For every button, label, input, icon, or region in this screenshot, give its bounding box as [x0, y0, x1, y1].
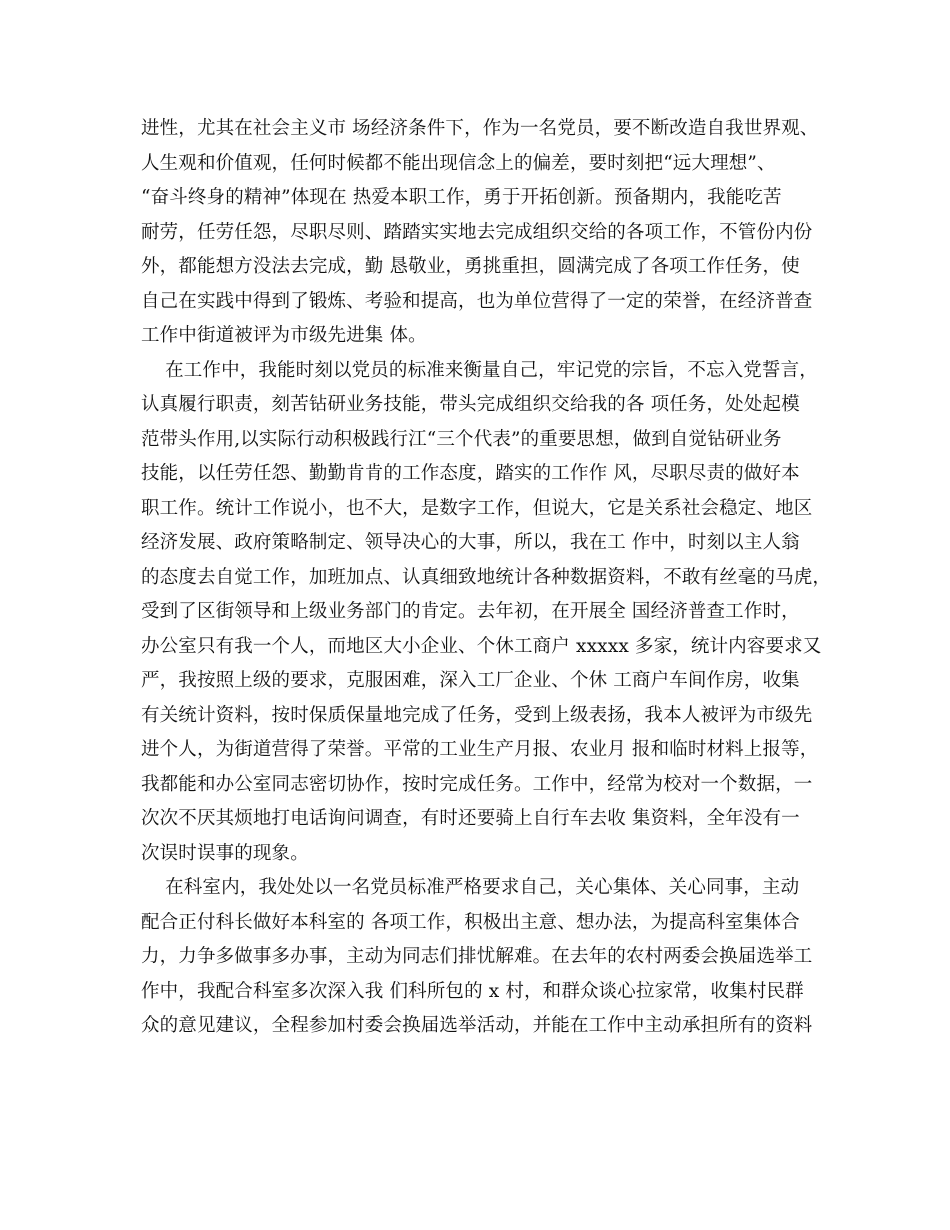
text-line: 办公室只有我一个人，而地区大小企业、个休工商户 xxxxx 多家，统计内容要求又: [141, 635, 822, 657]
text-line: 在工作中，我能时刻以党员的标准来衡量自己，牢记党的宗旨，不忘入党誓言，: [141, 359, 818, 381]
text-line: 技能，以任劳任怨、勤勤肯肯的工作态度，踏实的工作作 风，尽职尽责的做好本: [141, 463, 800, 484]
text-line: 在科室内，我处处以一名党员标准严格要求自己，关心集体、关心同事，主动: [141, 877, 800, 898]
text-line: 力，力争多做事多办事，主动为同志们排忧解难。在去年的农村两委会换届选举工: [141, 946, 813, 967]
text-line: 次次不厌其烦地打电话询问调查，有时还要骑上自行车去收 集资料，全年没有一: [141, 808, 800, 829]
text-line: 自己在实践中得到了锻炼、考验和提高，也为单位营得了一定的荣誉，在经济普查: [141, 290, 813, 312]
text-line: 职工作。统计工作说小，也不大，是数字工作，但说大，它是关系社会稳定、地区: [141, 497, 813, 519]
text-line: “奋斗终身的精神”体现在 热爱本职工作，勇于开拓创新。预备期内，我能吃苦: [141, 187, 782, 208]
text-line: 配合正付科长做好本科室的 各项工作，积极出主意、想办法，为提高科室集体合: [141, 911, 800, 933]
text-line: 进性，尤其在社会主义市 场经济条件下，作为一名党员，要不断改造自我世界观、: [141, 118, 819, 139]
text-line: 工作中街道被评为市级先进集 体。: [141, 325, 427, 346]
text-line: 我都能和办公室同志密切协作，按时完成任务。工作中，经常为校对一个数据，一: [141, 773, 813, 795]
text-line: 外，都能想方没法去完成，勤 恳敬业，勇挑重担，圆满完成了各项工作任务，使: [141, 256, 800, 277]
text-line: 耐劳，任劳任怨，尽职尽则、踏踏实实地去完成组织交给的各项工作，不管份内份: [141, 221, 813, 243]
text-line: 众的意见建议，全程参加村委会换届选举活动，并能在工作中主动承担所有的资料: [141, 1015, 813, 1036]
text-line: 的态度去自觉工作，加班加点、认真细致地统计各种数据资料，不敢有丝毫的马虎，: [141, 566, 832, 588]
text-line: 经济发展、政府策略制定、领导决心的大事，所以，我在工 作中，时刻以主人翁: [141, 532, 800, 553]
text-line: 受到了区街领导和上级业务部门的肯定。去年初，在开展全 国经济普查工作时，: [141, 601, 800, 622]
text-line: 进个人，为街道营得了荣誉。平常的工业生产月报、农业月 报和临时材料上报等，: [141, 739, 819, 760]
text-line: 作中，我配合科室多次深入我 们科所包的 x 村，和群众谈心拉家常，收集村民群: [141, 980, 804, 1002]
text-line: 人生观和价值观，任何时候都不能出现信念上的偏差，要时刻把“远大理想”、: [141, 152, 776, 174]
text-line: 次误时误事的现象。: [141, 842, 309, 864]
text-line: 有关统计资料，按时保质保量地完成了任务，受到上级表扬，我本人被评为市级先: [141, 704, 813, 726]
text-line: 认真履行职责，刻苦钻研业务技能，带头完成组织交给我的各 项任务，处处起模: [141, 394, 800, 415]
text-line: 严，我按照上级的要求，克服困难，深入工厂企业、个休 工商户车间作房，收集: [141, 670, 800, 691]
text-line: 范带头作用,以实际行动积极践行江“三个代表”的重要思想，做到自觉钻研业务: [141, 428, 782, 450]
